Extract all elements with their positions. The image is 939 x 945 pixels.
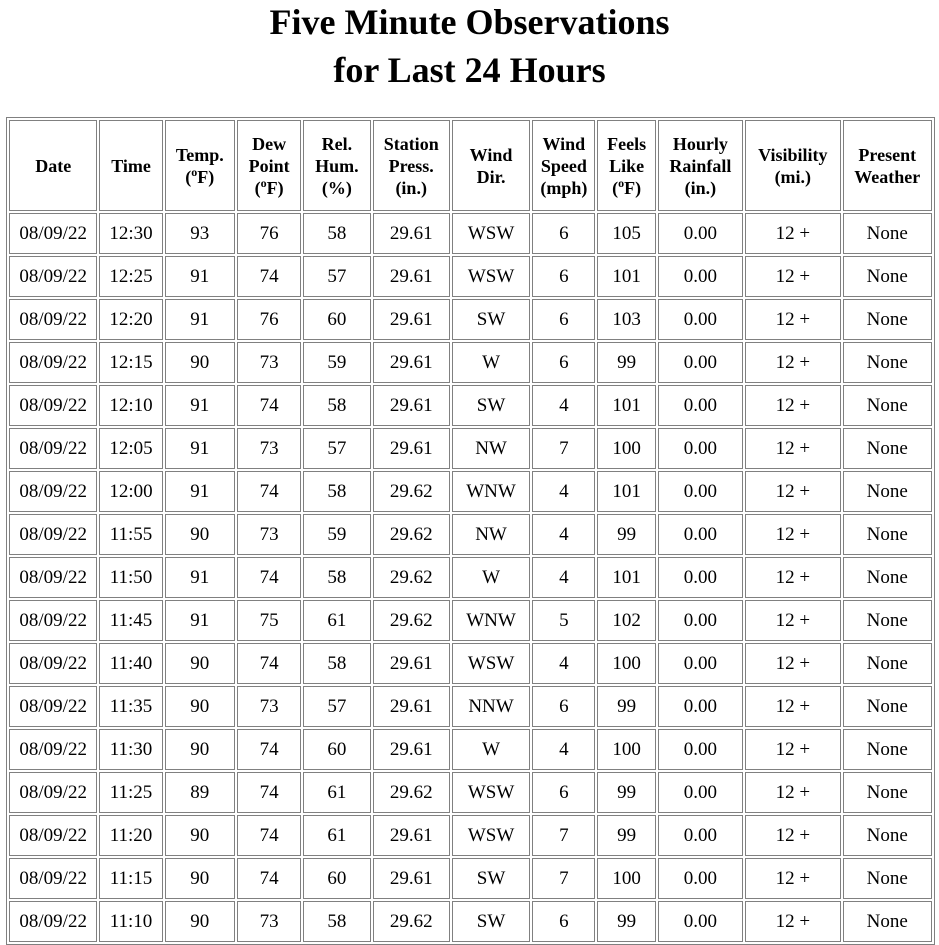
- header-present-weather: Present Weather: [843, 120, 932, 211]
- cell-wind-speed: 6: [532, 213, 595, 254]
- cell-station-press: 29.61: [373, 815, 450, 856]
- cell-feels-like: 105: [597, 213, 655, 254]
- cell-dew-point: 74: [237, 557, 301, 598]
- cell-present-weather: None: [843, 428, 932, 469]
- cell-visibility: 12 +: [745, 643, 840, 684]
- cell-temp: 90: [165, 514, 235, 555]
- cell-rel-hum: 58: [303, 213, 370, 254]
- cell-feels-like: 101: [597, 385, 655, 426]
- cell-wind-speed: 4: [532, 385, 595, 426]
- cell-hourly-rainfall: 0.00: [658, 729, 743, 770]
- cell-feels-like: 99: [597, 815, 655, 856]
- cell-hourly-rainfall: 0.00: [658, 772, 743, 813]
- table-row: [9, 686, 932, 727]
- cell-feels-like: 99: [597, 901, 655, 942]
- cell-wind-speed: 4: [532, 471, 595, 512]
- cell-rel-hum: 59: [303, 514, 370, 555]
- cell-date: 08/09/22: [9, 342, 97, 383]
- cell-feels-like: 101: [597, 256, 655, 297]
- cell-rel-hum: 60: [303, 729, 370, 770]
- cell-time: 11:25: [99, 772, 162, 813]
- cell-station-press: 29.61: [373, 686, 450, 727]
- cell-wind-dir: WSW: [452, 772, 530, 813]
- cell-rel-hum: 61: [303, 600, 370, 641]
- cell-dew-point: 74: [237, 729, 301, 770]
- cell-date: 08/09/22: [9, 772, 97, 813]
- cell-wind-speed: 6: [532, 686, 595, 727]
- table-row: [9, 213, 932, 254]
- cell-wind-speed: 7: [532, 428, 595, 469]
- cell-station-press: 29.61: [373, 385, 450, 426]
- cell-present-weather: None: [843, 256, 932, 297]
- header-date: Date: [9, 120, 97, 211]
- cell-temp: 91: [165, 600, 235, 641]
- cell-rel-hum: 59: [303, 342, 370, 383]
- cell-wind-dir: SW: [452, 858, 530, 899]
- cell-time: 12:25: [99, 256, 162, 297]
- cell-date: 08/09/22: [9, 428, 97, 469]
- cell-visibility: 12 +: [745, 772, 840, 813]
- cell-wind-speed: 7: [532, 815, 595, 856]
- cell-time: 12:05: [99, 428, 162, 469]
- table-row: [9, 428, 932, 469]
- header-visibility: Visibility (mi.): [745, 120, 840, 211]
- cell-wind-dir: NW: [452, 514, 530, 555]
- cell-rel-hum: 60: [303, 299, 370, 340]
- cell-visibility: 12 +: [745, 256, 840, 297]
- cell-station-press: 29.61: [373, 643, 450, 684]
- cell-hourly-rainfall: 0.00: [658, 600, 743, 641]
- cell-wind-speed: 6: [532, 256, 595, 297]
- cell-present-weather: None: [843, 772, 932, 813]
- cell-visibility: 12 +: [745, 858, 840, 899]
- cell-temp: 90: [165, 815, 235, 856]
- cell-date: 08/09/22: [9, 686, 97, 727]
- cell-temp: 91: [165, 256, 235, 297]
- cell-date: 08/09/22: [9, 514, 97, 555]
- cell-wind-dir: SW: [452, 385, 530, 426]
- table-row: [9, 858, 932, 899]
- cell-station-press: 29.62: [373, 901, 450, 942]
- cell-feels-like: 100: [597, 428, 655, 469]
- cell-hourly-rainfall: 0.00: [658, 514, 743, 555]
- header-rel-hum: Rel. Hum. (%): [303, 120, 370, 211]
- cell-wind-dir: NNW: [452, 686, 530, 727]
- cell-station-press: 29.62: [373, 471, 450, 512]
- cell-visibility: 12 +: [745, 901, 840, 942]
- cell-feels-like: 100: [597, 858, 655, 899]
- cell-wind-dir: WSW: [452, 815, 530, 856]
- cell-temp: 90: [165, 901, 235, 942]
- cell-dew-point: 73: [237, 342, 301, 383]
- cell-hourly-rainfall: 0.00: [658, 342, 743, 383]
- cell-wind-dir: SW: [452, 299, 530, 340]
- table-row: [9, 557, 932, 598]
- cell-time: 12:15: [99, 342, 162, 383]
- cell-temp: 90: [165, 643, 235, 684]
- cell-temp: 91: [165, 557, 235, 598]
- table-row: [9, 901, 932, 942]
- cell-wind-dir: WNW: [452, 471, 530, 512]
- cell-hourly-rainfall: 0.00: [658, 643, 743, 684]
- page-heading: [0, 0, 939, 94]
- cell-time: 11:20: [99, 815, 162, 856]
- cell-present-weather: None: [843, 514, 932, 555]
- cell-feels-like: 99: [597, 514, 655, 555]
- cell-wind-dir: WSW: [452, 213, 530, 254]
- cell-dew-point: 76: [237, 299, 301, 340]
- cell-present-weather: None: [843, 299, 932, 340]
- cell-date: 08/09/22: [9, 256, 97, 297]
- cell-temp: 90: [165, 686, 235, 727]
- header-wind-dir: Wind Dir.: [452, 120, 530, 211]
- header-time: Time: [99, 120, 162, 211]
- cell-visibility: 12 +: [745, 299, 840, 340]
- cell-feels-like: 99: [597, 686, 655, 727]
- cell-wind-speed: 7: [532, 858, 595, 899]
- cell-present-weather: None: [843, 213, 932, 254]
- cell-time: 12:30: [99, 213, 162, 254]
- cell-station-press: 29.61: [373, 213, 450, 254]
- cell-station-press: 29.61: [373, 256, 450, 297]
- cell-time: 11:35: [99, 686, 162, 727]
- cell-date: 08/09/22: [9, 600, 97, 641]
- cell-visibility: 12 +: [745, 471, 840, 512]
- cell-visibility: 12 +: [745, 557, 840, 598]
- cell-time: 11:30: [99, 729, 162, 770]
- cell-dew-point: 73: [237, 514, 301, 555]
- cell-rel-hum: 57: [303, 256, 370, 297]
- cell-station-press: 29.62: [373, 557, 450, 598]
- cell-dew-point: 73: [237, 428, 301, 469]
- cell-feels-like: 101: [597, 557, 655, 598]
- cell-dew-point: 76: [237, 213, 301, 254]
- cell-present-weather: None: [843, 471, 932, 512]
- cell-temp: 91: [165, 471, 235, 512]
- cell-dew-point: 74: [237, 385, 301, 426]
- cell-hourly-rainfall: 0.00: [658, 815, 743, 856]
- cell-wind-speed: 6: [532, 299, 595, 340]
- cell-visibility: 12 +: [745, 514, 840, 555]
- cell-date: 08/09/22: [9, 299, 97, 340]
- table-row: [9, 342, 932, 383]
- cell-time: 11:45: [99, 600, 162, 641]
- cell-hourly-rainfall: 0.00: [658, 299, 743, 340]
- cell-rel-hum: 58: [303, 901, 370, 942]
- cell-date: 08/09/22: [9, 729, 97, 770]
- cell-date: 08/09/22: [9, 557, 97, 598]
- cell-date: 08/09/22: [9, 471, 97, 512]
- cell-dew-point: 74: [237, 815, 301, 856]
- cell-visibility: 12 +: [745, 729, 840, 770]
- cell-dew-point: 74: [237, 772, 301, 813]
- cell-feels-like: 101: [597, 471, 655, 512]
- cell-time: 12:20: [99, 299, 162, 340]
- cell-present-weather: None: [843, 600, 932, 641]
- header-temp: Temp. ($^o$F): [165, 120, 235, 211]
- cell-wind-dir: WSW: [452, 256, 530, 297]
- table-row: [9, 729, 932, 770]
- cell-hourly-rainfall: 0.00: [658, 385, 743, 426]
- cell-temp: 90: [165, 729, 235, 770]
- cell-rel-hum: 61: [303, 815, 370, 856]
- page-title-line-1: Five Minute Observations: [269, 2, 670, 42]
- cell-present-weather: None: [843, 385, 932, 426]
- cell-hourly-rainfall: 0.00: [658, 428, 743, 469]
- cell-station-press: 29.61: [373, 342, 450, 383]
- cell-dew-point: 74: [237, 858, 301, 899]
- cell-wind-dir: NW: [452, 428, 530, 469]
- table-row: [9, 643, 932, 684]
- cell-wind-dir: WNW: [452, 600, 530, 641]
- cell-dew-point: 74: [237, 643, 301, 684]
- cell-hourly-rainfall: 0.00: [658, 471, 743, 512]
- cell-wind-speed: 6: [532, 772, 595, 813]
- cell-feels-like: 102: [597, 600, 655, 641]
- cell-present-weather: None: [843, 729, 932, 770]
- cell-station-press: 29.62: [373, 600, 450, 641]
- cell-temp: 89: [165, 772, 235, 813]
- cell-hourly-rainfall: 0.00: [658, 213, 743, 254]
- cell-rel-hum: 58: [303, 643, 370, 684]
- cell-time: 11:50: [99, 557, 162, 598]
- table-row: [9, 600, 932, 641]
- cell-date: 08/09/22: [9, 213, 97, 254]
- cell-station-press: 29.61: [373, 428, 450, 469]
- cell-dew-point: 75: [237, 600, 301, 641]
- cell-present-weather: None: [843, 686, 932, 727]
- cell-dew-point: 74: [237, 471, 301, 512]
- cell-wind-dir: WSW: [452, 643, 530, 684]
- cell-station-press: 29.61: [373, 858, 450, 899]
- header-feels-like: Feels Like ($^o$F): [597, 120, 655, 211]
- table-row: [9, 514, 932, 555]
- table-row: [9, 471, 932, 512]
- cell-wind-speed: 4: [532, 729, 595, 770]
- cell-wind-speed: 6: [532, 342, 595, 383]
- cell-dew-point: 74: [237, 256, 301, 297]
- cell-wind-speed: 4: [532, 557, 595, 598]
- cell-temp: 91: [165, 385, 235, 426]
- cell-wind-dir: W: [452, 729, 530, 770]
- table-row: [9, 299, 932, 340]
- cell-time: 11:10: [99, 901, 162, 942]
- header-wind-speed: Wind Speed (mph): [532, 120, 595, 211]
- cell-station-press: 29.61: [373, 299, 450, 340]
- cell-rel-hum: 57: [303, 686, 370, 727]
- cell-feels-like: 100: [597, 729, 655, 770]
- cell-present-weather: None: [843, 815, 932, 856]
- cell-visibility: 12 +: [745, 686, 840, 727]
- cell-wind-speed: 4: [532, 514, 595, 555]
- cell-present-weather: None: [843, 858, 932, 899]
- table-row: [9, 385, 932, 426]
- cell-time: 11:55: [99, 514, 162, 555]
- cell-date: 08/09/22: [9, 643, 97, 684]
- cell-present-weather: None: [843, 643, 932, 684]
- cell-date: 08/09/22: [9, 815, 97, 856]
- cell-present-weather: None: [843, 901, 932, 942]
- cell-wind-dir: SW: [452, 901, 530, 942]
- header-row: [9, 120, 932, 211]
- cell-wind-dir: W: [452, 342, 530, 383]
- cell-temp: 90: [165, 342, 235, 383]
- cell-hourly-rainfall: 0.00: [658, 686, 743, 727]
- header-station-press: Station Press. (in.): [373, 120, 450, 211]
- cell-feels-like: 100: [597, 643, 655, 684]
- table-row: [9, 256, 932, 297]
- cell-feels-like: 99: [597, 772, 655, 813]
- table-row: [9, 772, 932, 813]
- cell-time: 11:15: [99, 858, 162, 899]
- cell-temp: 90: [165, 858, 235, 899]
- cell-hourly-rainfall: 0.00: [658, 256, 743, 297]
- cell-date: 08/09/22: [9, 858, 97, 899]
- cell-hourly-rainfall: 0.00: [658, 901, 743, 942]
- cell-time: 12:00: [99, 471, 162, 512]
- cell-temp: 91: [165, 428, 235, 469]
- cell-rel-hum: 58: [303, 557, 370, 598]
- cell-rel-hum: 57: [303, 428, 370, 469]
- cell-station-press: 29.61: [373, 729, 450, 770]
- cell-station-press: 29.62: [373, 514, 450, 555]
- cell-hourly-rainfall: 0.00: [658, 858, 743, 899]
- cell-visibility: 12 +: [745, 385, 840, 426]
- observations-body: [9, 213, 932, 942]
- cell-visibility: 12 +: [745, 213, 840, 254]
- cell-time: 12:10: [99, 385, 162, 426]
- page-title-line-2: for Last 24 Hours: [333, 50, 606, 90]
- cell-visibility: 12 +: [745, 815, 840, 856]
- cell-feels-like: 103: [597, 299, 655, 340]
- cell-present-weather: None: [843, 557, 932, 598]
- cell-date: 08/09/22: [9, 901, 97, 942]
- cell-present-weather: None: [843, 342, 932, 383]
- cell-temp: 93: [165, 213, 235, 254]
- header-dew-point: Dew Point ($^o$F): [237, 120, 301, 211]
- cell-dew-point: 73: [237, 686, 301, 727]
- cell-date: 08/09/22: [9, 385, 97, 426]
- header-hourly-rainfall: Hourly Rainfall (in.): [658, 120, 743, 211]
- cell-rel-hum: 61: [303, 772, 370, 813]
- cell-temp: 91: [165, 299, 235, 340]
- table-row: [9, 815, 932, 856]
- cell-feels-like: 99: [597, 342, 655, 383]
- cell-station-press: 29.62: [373, 772, 450, 813]
- cell-wind-dir: W: [452, 557, 530, 598]
- cell-rel-hum: 60: [303, 858, 370, 899]
- cell-time: 11:40: [99, 643, 162, 684]
- cell-visibility: 12 +: [745, 428, 840, 469]
- cell-hourly-rainfall: 0.00: [658, 557, 743, 598]
- cell-rel-hum: 58: [303, 471, 370, 512]
- cell-visibility: 12 +: [745, 600, 840, 641]
- cell-visibility: 12 +: [745, 342, 840, 383]
- cell-rel-hum: 58: [303, 385, 370, 426]
- cell-dew-point: 73: [237, 901, 301, 942]
- observations-table: [6, 117, 935, 945]
- cell-wind-speed: 6: [532, 901, 595, 942]
- cell-wind-speed: 4: [532, 643, 595, 684]
- cell-wind-speed: 5: [532, 600, 595, 641]
